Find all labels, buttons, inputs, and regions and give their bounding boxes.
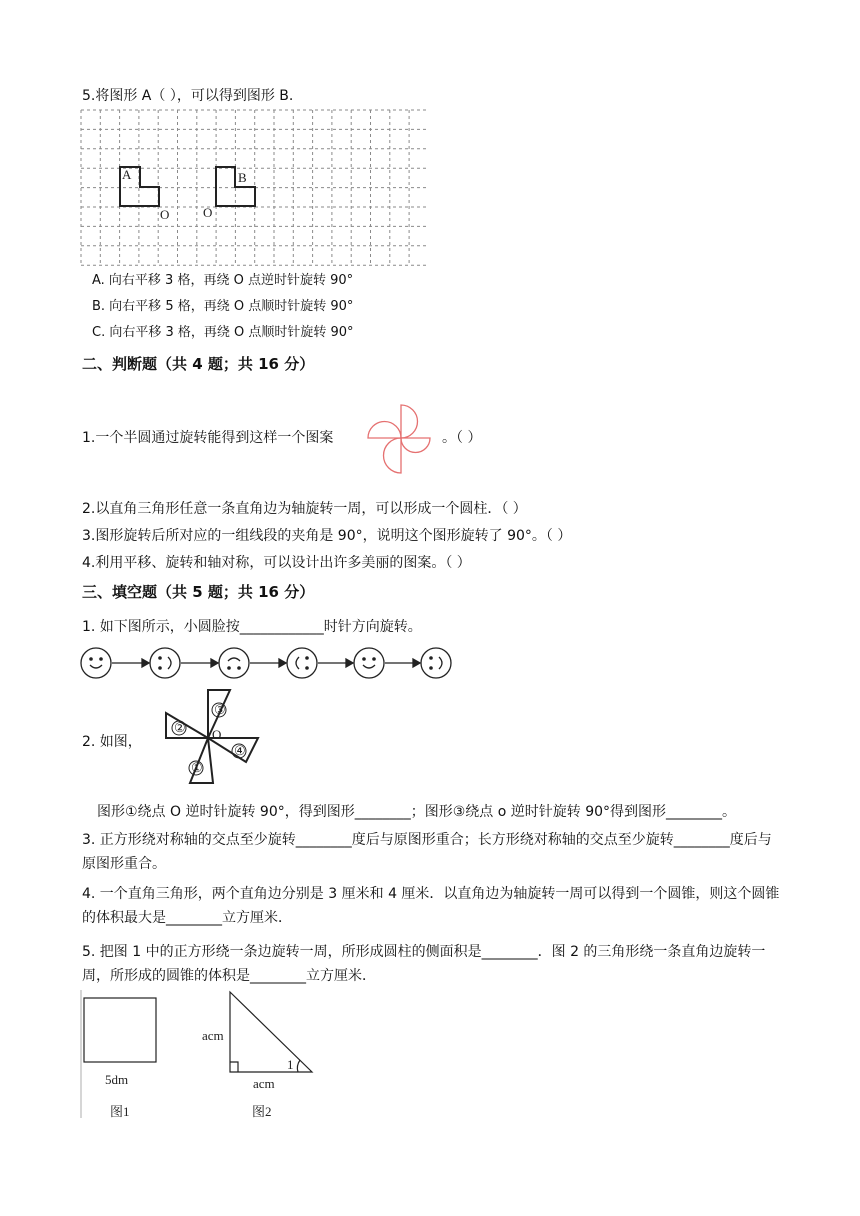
judge-q1-text: 1.一个半圆通过旋转能得到这样一个图案	[82, 430, 334, 446]
fill-q5: 5. 把图 1 中的正方形绕一条边旋转一周，所形成圆柱的侧面积是________．图 2 的三角形绕一条直角边旋转一周，所形成的圆锥的体积是________立方厘米．	[82, 944, 766, 984]
pinwheel-figure	[360, 401, 426, 477]
section-2-title: 二、判断题（共 4 题；共 16 分）	[82, 355, 315, 373]
q5-option-c: C. 向右平移 3 格，再绕 O 点顺时针旋转 90°	[92, 325, 354, 340]
figures-1-2	[80, 990, 320, 1120]
judge-q1-bracket: 。（ ）	[442, 430, 482, 446]
judge-q4: 4.利用平移、旋转和轴对称，可以设计出许多美丽的图案。（ ）	[82, 555, 471, 571]
fig2-bottom-label: acm	[253, 1076, 275, 1091]
q5-stem: 5.将图形 A（ ），可以得到图形 B.	[82, 88, 294, 104]
judge-q2: 2.以直角三角形任意一条直角边为轴旋转一周，可以形成一个圆柱．（ ）	[82, 501, 527, 517]
label-o-2: O	[203, 205, 213, 220]
fill-q3: 3. 正方形绕对称轴的交点至少旋转________度后与原图形重合；长方形绕对称轴的交点至少旋转________度后与原图形重合。	[82, 832, 772, 872]
label-o-1: O	[160, 207, 170, 222]
fig1-caption: 图1	[110, 1104, 130, 1119]
label-b: B	[238, 170, 247, 185]
fill-q2-label: 2. 如图，	[82, 734, 142, 750]
section-3-title: 三、填空题（共 5 题；共 16 分）	[82, 583, 315, 601]
tri-center-o: O	[212, 727, 222, 742]
judge-q3: 3.图形旋转后所对应的一组线段的夹角是 90°，说明这个图形旋转了 90°。（ ）	[82, 528, 572, 544]
fig2-left-label: acm	[202, 1028, 224, 1043]
tri-num-3: ③	[214, 702, 226, 717]
rotating-faces-figure	[80, 645, 455, 681]
fig1-side-label: 5dm	[105, 1072, 129, 1087]
fill-q4: 4. 一个直角三角形，两个直角边分别是 3 厘米和 4 厘米．以直角边为轴旋转一周可以得到一个圆锥，则这个圆锥的体积最大是________立方厘米．	[82, 886, 780, 926]
fig2-caption: 图2	[252, 1104, 272, 1119]
rotated-triangles-figure	[158, 688, 262, 784]
tri-num-4: ④	[234, 743, 246, 758]
tri-num-2: ②	[174, 720, 186, 735]
fill-q2-text: 图形①绕点 O 逆时针旋转 90°，得到图形________；图形③绕点 o 逆时针旋转 90°得到图形________。	[97, 804, 737, 820]
fig1-square	[84, 998, 156, 1062]
fig2-angle-label: 1	[287, 1057, 294, 1072]
tri-num-1: ①	[191, 760, 203, 775]
label-a: A	[122, 167, 132, 182]
q5-option-b: B. 向右平移 5 格，再绕 O 点顺时针旋转 90°	[92, 299, 354, 314]
q5-option-a: A. 向右平移 3 格，再绕 O 点逆时针旋转 90°	[92, 273, 354, 288]
q5-grid-figure	[80, 109, 430, 267]
fill-q1: 1. 如下图所示，小圆脸按____________时针方向旋转。	[82, 619, 422, 635]
